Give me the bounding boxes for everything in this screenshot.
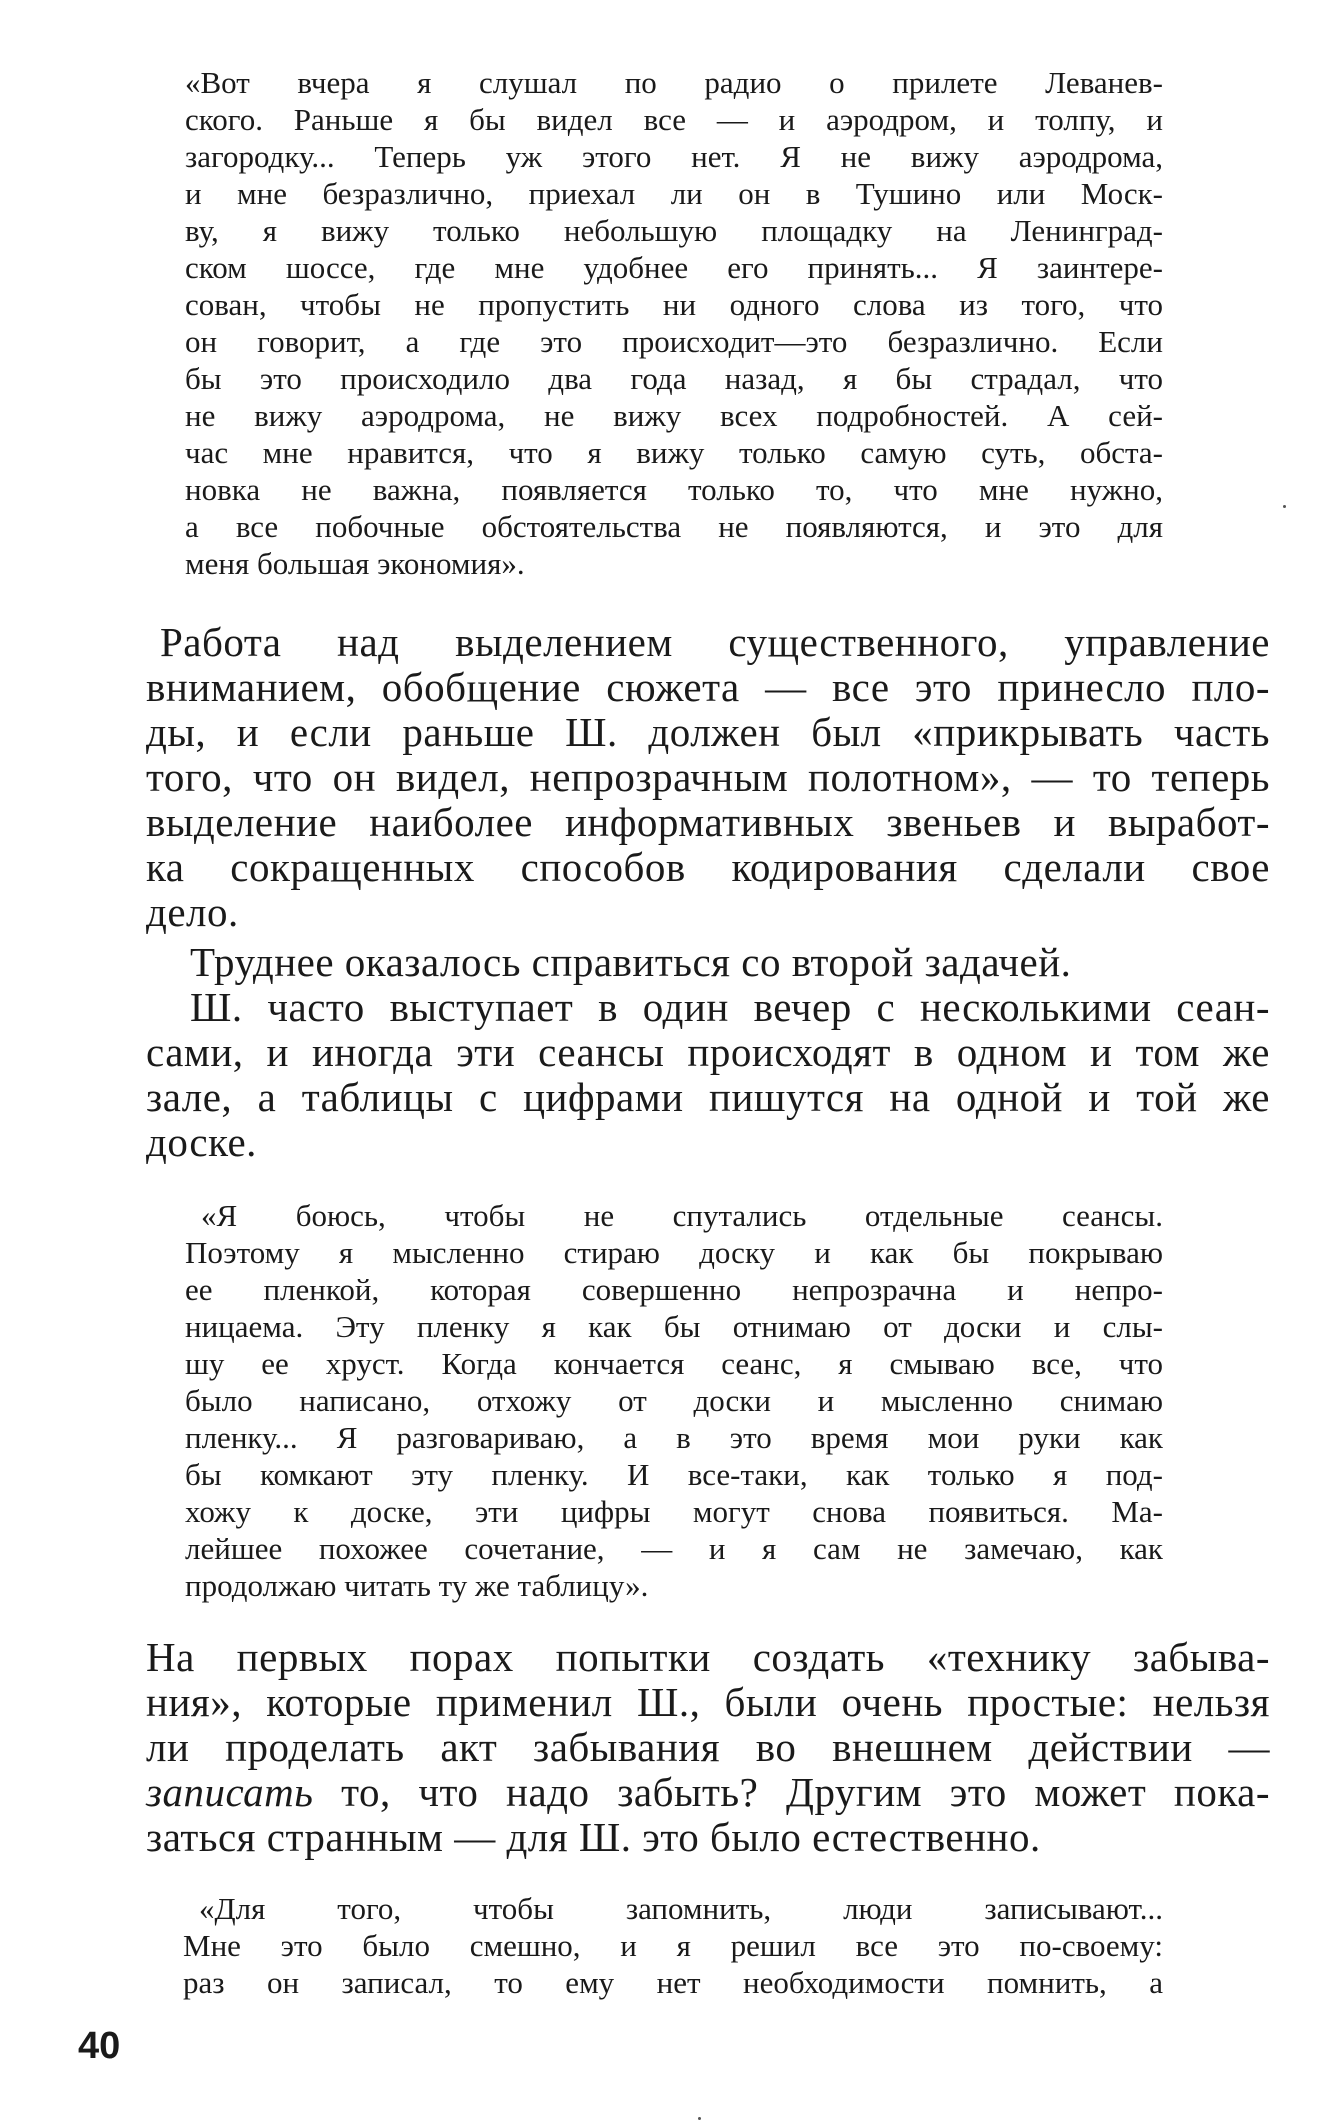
paragraph-line [146,1770,1270,1815]
quote-line: «Я боюсь, чтобы не спутались отдельные сеансы. [201,1198,1163,1233]
print-speck [698,2117,701,2120]
paragraph-line: Труднее оказалось справиться со второй задачей. [190,939,1072,985]
quote-line: сован, чтобы не пропустить ни одного слова из того, что [185,287,1163,322]
quote-line: час мне нравится, что я вижу только самую суть, обста- [185,435,1163,470]
paragraph-line-rest: то, что надо забыть? Другим это может пока- [313,1769,1270,1815]
paragraph-line: заться странным — для Ш. это было естественно. [146,1814,1041,1860]
paragraph-sessions [146,985,1270,1165]
paragraph-line: Работа над выделением существенного, управление [160,619,1270,665]
quote-line: ее пленкой, которая совершенно непрозрачна и непро- [185,1272,1163,1307]
paragraph-line: вниманием, обобщение сюжета — все это принесло пло- [146,664,1270,710]
quote-line: ву, я вижу только небольшую площадку на Ленинград- [185,213,1163,248]
quote-line: новка не важна, появляется только то, что мне нужно, [185,472,1163,507]
paragraph-forgetting-technique [146,1635,1270,1860]
quote-line: «Вот вчера я слушал по радио о прилете Леванев- [185,65,1163,100]
quote-line: Поэтому я мысленно стираю доску и как бы покрываю [185,1235,1163,1270]
quote-line: и мне безразлично, приехал ли он в Тушино или Моск- [185,176,1163,211]
quote-block-writing [183,1890,1163,2001]
paragraph-line: На первых порах попытки создать «технику забыва- [146,1634,1270,1680]
quote-line: лейшее похожее сочетание, — и я сам не замечаю, как [185,1531,1163,1566]
quote-line: а все побочные обстоятельства не появляются, и это для [185,509,1163,544]
paragraph-selection-work [146,620,1270,935]
quote-block-radio [185,64,1163,582]
quote-line: ского. Раньше я бы видел все — и аэродром, и толпу, и [185,102,1163,137]
paragraph-line: доске. [146,1119,257,1165]
paragraph-line: ния», которые применил Ш., были очень простые: нельзя [146,1679,1270,1725]
quote-line: продолжаю читать ту же таблицу». [185,1568,649,1603]
quote-line: хожу к доске, эти цифры могут снова появиться. Ма- [185,1494,1163,1529]
paragraph-line: того, что он видел, непрозрачным полотном», — то теперь [146,754,1270,800]
paragraph-line: зале, а таблицы с цифрами пишутся на одной и той же [146,1074,1270,1120]
quote-line: бы это происходило два года назад, я бы страдал, что [185,361,1163,396]
quote-block-film [185,1197,1163,1604]
quote-line: было написано, отхожу от доски и мысленно снимаю [185,1383,1163,1418]
paragraph-line: ли проделать акт забывания во внешнем действии — [146,1724,1270,1770]
quote-line: раз он записал, то ему нет необходимости помнить, а [183,1965,1163,2000]
quote-line: Мне это было смешно, и я решил все это по-своему: [183,1928,1163,1963]
quote-line: ницаема. Эту пленку я как бы отнимаю от доски и слы- [185,1309,1163,1344]
page-number: 40 [78,2025,121,2067]
paragraph-line: Ш. часто выступает в один вечер с несколькими сеан- [190,984,1270,1030]
quote-line: меня большая экономия». [185,546,525,581]
paragraph-second-task [190,940,1180,985]
quote-line: загородку... Теперь уж этого нет. Я не вижу аэродрома, [185,139,1163,174]
paragraph-line: выделение наиболее информативных звеньев и выработ- [146,799,1270,845]
quote-line: бы комкают эту пленку. И все-таки, как только я под- [185,1457,1163,1492]
paragraph-line: ды, и если раньше Ш. должен был «прикрывать часть [146,709,1270,755]
print-speck [1283,505,1286,508]
italic-emphasis: записать [146,1769,314,1815]
quote-line: «Для того, чтобы запомнить, люди записывают... [199,1891,1163,1926]
paragraph-line: ка сокращенных способов кодирования сделали свое [146,844,1270,890]
quote-line: пленку... Я разговариваю, а в это время мои руки как [185,1420,1163,1455]
quote-line: он говорит, а где это происходит—это безразлично. Если [185,324,1163,359]
quote-line: ском шоссе, где мне удобнее его принять... Я заинтере- [185,250,1163,285]
quote-line: шу ее хруст. Когда кончается сеанс, я смываю все, что [185,1346,1163,1381]
quote-line: не вижу аэродрома, не вижу всех подробностей. А сей- [185,398,1163,433]
paragraph-line: сами, и иногда эти сеансы происходят в одном и том же [146,1029,1270,1075]
paragraph-line: дело. [146,889,239,935]
